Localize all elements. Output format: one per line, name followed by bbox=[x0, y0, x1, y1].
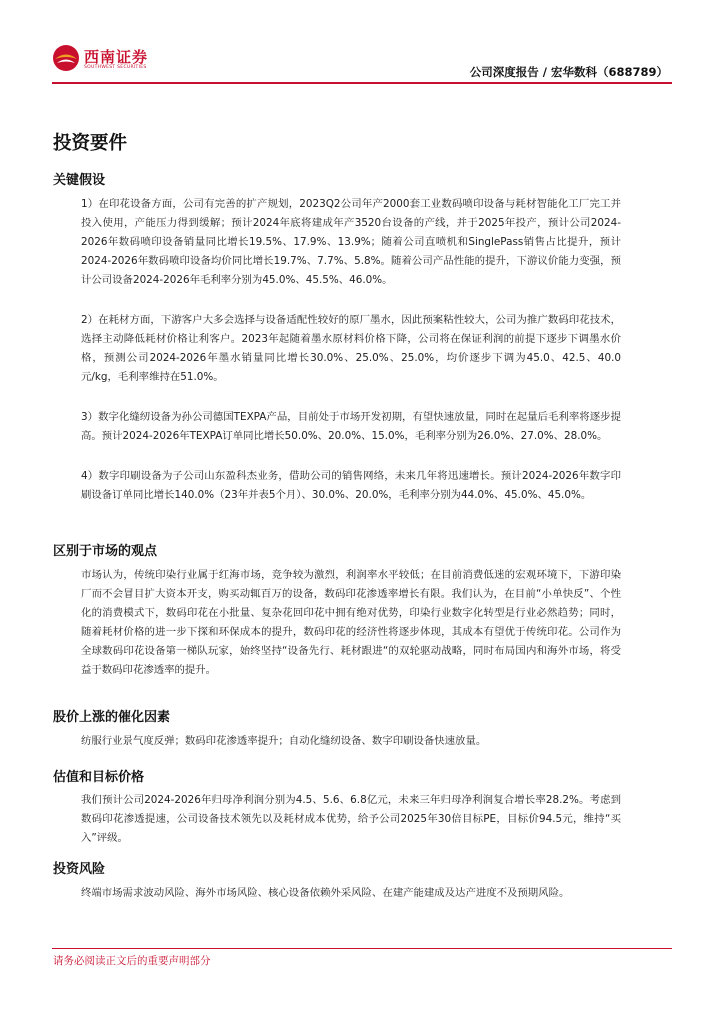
paragraph: 我们预计公司2024-2026年归母净利润分别为4.5、5.6、6.8亿元，未来三年归母净利润复合增长率28.2%。考虑到数码印花渗透提速，公司设备技术领先以及耗材成本优势，给予公司2025年30倍目标PE，目标价94.5元，维持“买入”评级。 bbox=[81, 794, 621, 844]
section-title-valuation: 估值和目标价格 bbox=[53, 770, 145, 785]
section-title-differences: 区别于市场的观点 bbox=[53, 544, 158, 559]
paragraph: 3）数字化缝纫设备为孙公司德国TEXPA产品，目前处于市场开发初期，有望快速放量，同时在起量后毛利率将逐步提高。预计2024-2026年TEXPA订单同比增长50.0%、20.0%、15.0%，毛利率分别为26.0%、27.0%、28.0%。 bbox=[81, 411, 621, 442]
section-title-catalysts: 股价上涨的催化因素 bbox=[53, 710, 171, 725]
paragraph: 2）在耗材方面，下游客户大多会选择与设备适配性较好的原厂墨水，因此预案粘性较大，公司为推广数码印花技术，选择主动降低耗材价格让利客户。2023年起随着墨水原材料价格下降，公司将在保证利润的前提下逐步下调墨水价格，预测公司2024-2026年墨水销量同比增长30.0%、25.0%、25.0%，均价逐步下调为45.0、42.5、40.0元/kg，毛利率维持在51.0%。 bbox=[81, 314, 621, 383]
footer-divider bbox=[52, 948, 672, 949]
section-title-key-assumptions: 关键假设 bbox=[53, 173, 106, 188]
company-logo bbox=[52, 44, 152, 76]
page-header bbox=[0, 0, 724, 85]
paragraph: 4）数字印刷设备为子公司山东盈科杰业务，借助公司的销售网络，未来几年将迅速增长。预计2024-2026年数字印刷设备订单同比增长140.0%（23年并表5个月）、30.0%、20.0%，毛利率分别为44.0%、45.0%、45.0%。 bbox=[81, 470, 621, 501]
paragraph: 纺服行业景气度反弹；数码印花渗透率提升；自动化缝纫设备、数字印刷设备快速放量。 bbox=[81, 735, 487, 747]
paragraph: 1）在印花设备方面，公司有完善的扩产规划，2023Q2公司年产2000套工业数码喷印设备与耗材智能化工厂完工并投入使用，产能压力得到缓解；预计2024年底将建成年产3520台设备的产线，并于2025年投产，预计公司2024-2026年数码喷印设备销量同比增长19.5%、17.9%、13.9%；随着公司直喷机和SinglePass销售占比提升，预计2024-2026年数码喷印设备均价同比增长19.7%、7.7%、5.8%。随着公司产品性能的提升，下游议价能力变强，预计公司设备2024-2026年毛利率分别为45.0%、45.5%、46.0%。 bbox=[81, 198, 621, 286]
paragraph: 终端市场需求波动风险、海外市场风险、核心设备依赖外采风险、在建产能建成及达产进度不及预期风险。 bbox=[81, 887, 570, 899]
logo-text: 西南证券 bbox=[84, 48, 149, 66]
footer-disclaimer: 请务必阅读正文后的重要声明部分 bbox=[53, 955, 211, 967]
page-title: 投资要件 bbox=[53, 133, 128, 154]
paragraph: 市场认为，传统印染行业属于红海市场，竞争较为激烈，利润率水平较低；在目前消费低迷的宏观环境下，下游印染厂而不会冒目扩大资本开支，购买动辄百万的设备，数码印花渗透率增长有限。我们认为，在目前“小单快反”、个性化的消费模式下，数码印花在小批量、复杂花回印花中拥有绝对优势，印染行业数字化转型是行业必然趋势；同时，随着耗材价格的进一步下探和环保成本的提升，数码印花的经济性将逐步体现，其成本有望优于传统印花。公司作为全球数码印花设备第一梯队玩家，始终坚持“设备先行、耗材跟进“的双轮驱动战略，同时布局国内和海外市场，将受益于数码印花渗透率的提升。 bbox=[81, 569, 621, 676]
logo-mark-icon bbox=[52, 44, 80, 72]
logo-subtext: SOUTHWEST SECURITIES bbox=[84, 65, 147, 70]
section-title-risks: 投资风险 bbox=[53, 862, 106, 877]
report-title: 公司深度报告 / 宏华数科（688789） bbox=[469, 65, 668, 79]
header-divider bbox=[52, 82, 672, 84]
